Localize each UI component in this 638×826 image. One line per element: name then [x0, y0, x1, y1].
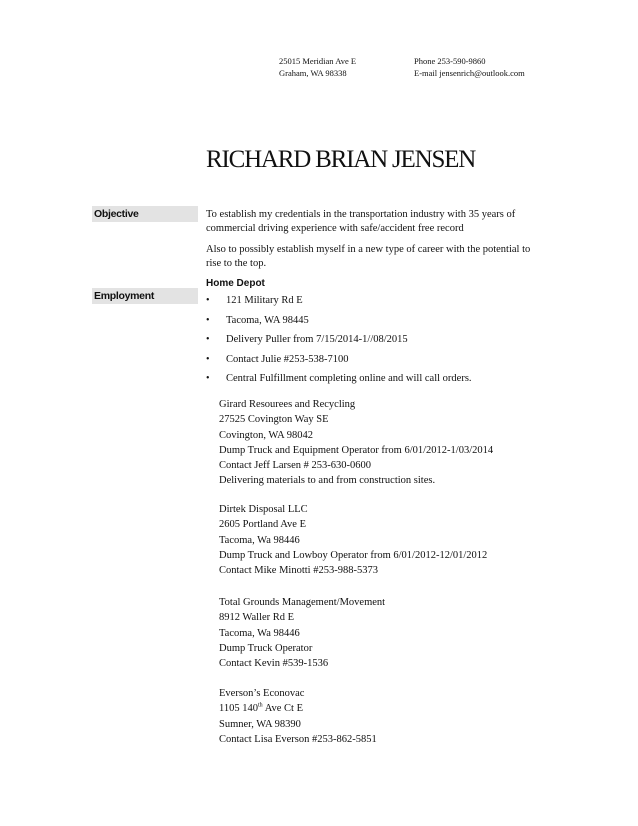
employer-line: Dump Truck and Equipment Operator from 6/01/2012-1/03/2014	[219, 444, 494, 456]
list-item: • Tacoma, WA 98445	[206, 311, 472, 331]
list-item: • Delivery Puller from 7/15/2014-1//08/2015	[206, 330, 472, 350]
employer-line: 2605 Portland Ave E	[219, 519, 307, 531]
email-text: E-mail jensenrich@outlook.com	[414, 68, 525, 78]
employer-line: Covington, WA 98042	[219, 429, 314, 441]
employer-block-girard	[219, 397, 493, 489]
list-item: • Contact Julie #253-538-7100	[206, 350, 472, 370]
bullet-icon: •	[206, 334, 210, 345]
bullet-icon: •	[206, 314, 210, 326]
employer-line: 8912 Waller Rd E	[219, 612, 295, 624]
employer-line: Dirtek Disposal LLC	[219, 504, 308, 515]
employer-name-home-depot: Home Depot	[206, 278, 265, 289]
list-item: • Central Fulfillment completing online and will call orders.	[206, 369, 472, 389]
employer-line: Sumner, WA 98390	[219, 718, 301, 730]
bullet-icon: •	[206, 295, 210, 306]
employment-section-label: Employment	[92, 288, 198, 304]
employer-line: Girard Resourees and Recycling	[219, 399, 356, 410]
employer-line: Delivering materials to and from construction sites.	[219, 475, 436, 487]
employer-block-eversons	[219, 686, 377, 747]
objective-section-label: Objective	[92, 206, 198, 222]
employer-line: Total Grounds Management/Movement	[219, 597, 386, 608]
employer-block-total-grounds	[219, 595, 385, 671]
objective-paragraph-2: Also to possibly establish myself in a new type of career with the potential to rise to the top.	[206, 244, 531, 269]
employer-line: Everson’s Econovac	[219, 688, 305, 699]
employer-line: Dump Truck Operator	[219, 642, 313, 654]
employer-line: Tacoma, Wa 98446	[219, 627, 300, 639]
bullet-icon: •	[206, 373, 210, 384]
employer-line: Contact Mike Minotti #253-988-5373	[219, 565, 378, 577]
home-depot-bullet-list	[206, 291, 472, 389]
list-item: • 121 Military Rd E	[206, 291, 472, 311]
objective-paragraph-1: To establish my credentials in the transportation industry with 35 years of commercial driving experience with safe/accident free record	[206, 209, 516, 234]
employer-line: Dump Truck and Lowboy Operator from 6/01/2012-12/01/2012	[219, 549, 488, 561]
address-block	[279, 55, 356, 79]
address-line-1: 25015 Meridian Ave E	[279, 56, 357, 66]
phone-text: Phone 253-590-9860	[414, 56, 486, 66]
employer-line: Tacoma, Wa 98446	[219, 534, 300, 546]
candidate-name: RICHARD BRIAN JENSEN	[206, 146, 476, 173]
contact-info-block	[414, 55, 525, 79]
employer-line: Contact Lisa Everson #253-862-5851	[219, 733, 377, 745]
employer-line: Contact Jeff Larsen # 253-630-0600	[219, 460, 372, 472]
bullet-icon: •	[206, 353, 210, 365]
employer-line: 1105 140th Ave Ct E	[219, 702, 304, 715]
employer-line: Contact Kevin #539-1536	[219, 658, 329, 670]
employer-block-dirtek	[219, 502, 487, 578]
address-line-2: Graham, WA 98338	[279, 68, 347, 78]
employer-line: 27525 Covington Way SE	[219, 414, 329, 426]
